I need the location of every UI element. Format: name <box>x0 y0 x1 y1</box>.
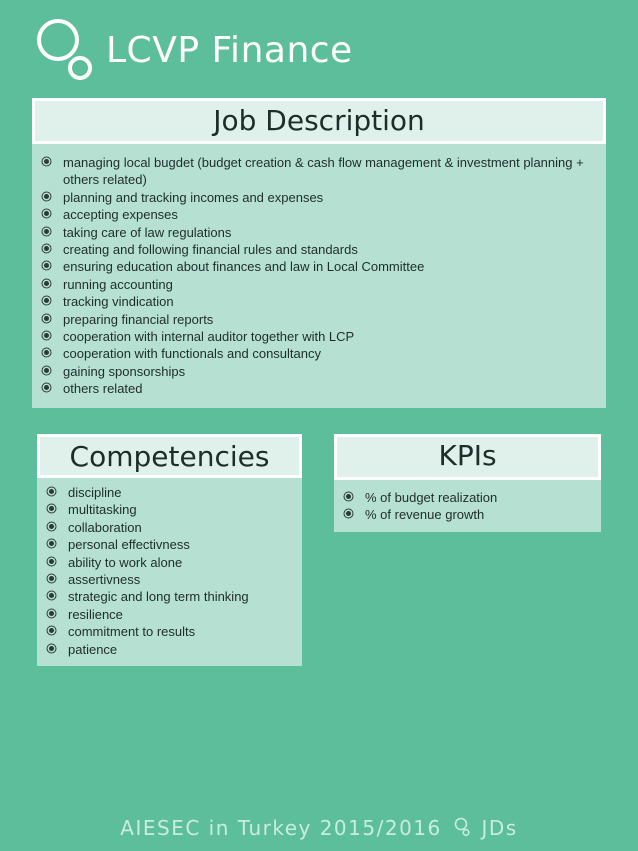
list-item: resilience <box>46 606 292 623</box>
list-item: discipline <box>46 484 292 501</box>
list-item: assertivness <box>46 571 292 588</box>
competencies-body <box>37 478 302 666</box>
list-item: % of budget realization <box>343 489 591 506</box>
footer <box>0 816 638 840</box>
list-item: % of revenue growth <box>343 506 591 523</box>
list-item: gaining sponsorships <box>41 363 594 380</box>
list-item: planning and tracking incomes and expenses <box>41 189 594 206</box>
header <box>36 16 636 86</box>
kpis-heading: KPIs <box>334 434 601 480</box>
kpis-card <box>334 434 601 532</box>
list-item: ensuring education about finances and law in Local Committee <box>41 258 594 275</box>
list-item: preparing financial reports <box>41 311 594 328</box>
competencies-card <box>37 434 302 666</box>
list-item: patience <box>46 641 292 658</box>
job-description-heading: Job Description <box>32 98 606 144</box>
job-description-body <box>32 144 606 408</box>
footer-text: AIESEC in Turkey 2015/2016 <box>120 816 442 840</box>
list-item: accepting expenses <box>41 206 594 223</box>
list-item: taking care of law regulations <box>41 224 594 241</box>
bubbles-logo-icon <box>36 16 96 82</box>
list-item: managing local bugdet (budget creation & cash flow management & investment planning + others related) <box>41 154 594 189</box>
competencies-heading: Competencies <box>37 434 302 478</box>
list-item: creating and following financial rules and standards <box>41 241 594 258</box>
job-description-card <box>32 98 606 408</box>
bubbles-icon <box>454 817 470 837</box>
list-item: others related <box>41 380 594 397</box>
list-item: cooperation with functionals and consultancy <box>41 345 594 362</box>
footer-suffix: JDs <box>481 816 518 840</box>
page-title: LCVP Finance <box>106 30 353 71</box>
competencies-list <box>46 484 292 658</box>
list-item: tracking vindication <box>41 293 594 310</box>
list-item: multitasking <box>46 501 292 518</box>
list-item: personal effectivness <box>46 536 292 553</box>
list-item: running accounting <box>41 276 594 293</box>
job-description-list <box>41 154 594 398</box>
kpis-body <box>334 480 601 532</box>
kpis-list <box>343 489 591 524</box>
list-item: commitment to results <box>46 623 292 640</box>
list-item: ability to work alone <box>46 554 292 571</box>
list-item: cooperation with internal auditor together with LCP <box>41 328 594 345</box>
list-item: strategic and long term thinking <box>46 588 292 605</box>
list-item: collaboration <box>46 519 292 536</box>
